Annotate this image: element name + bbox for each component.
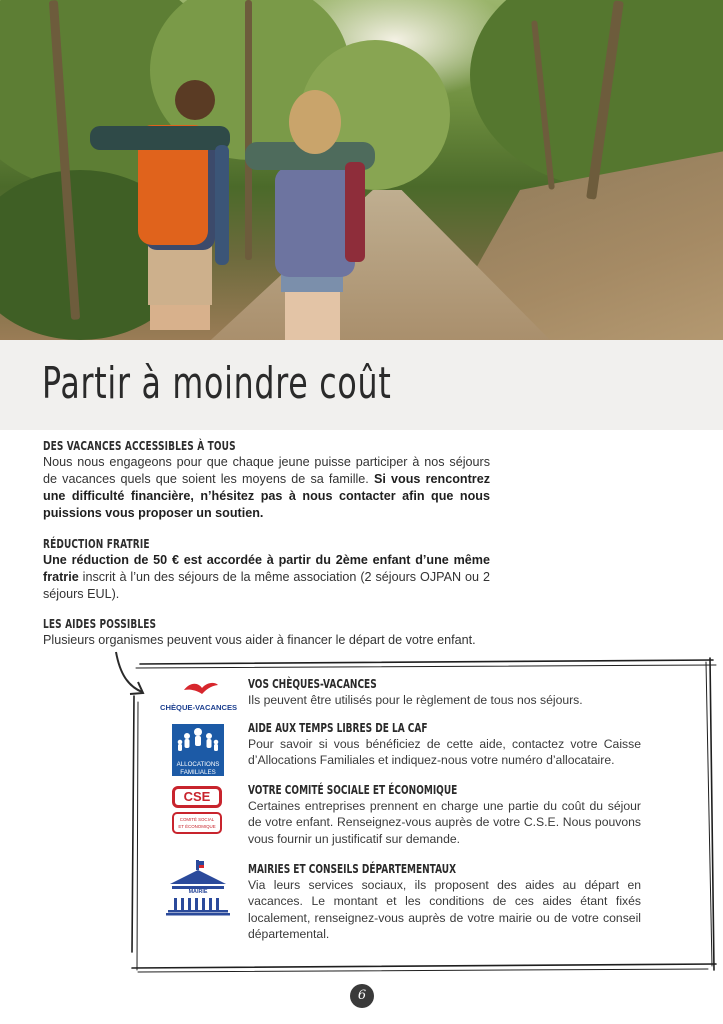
hiker-left-illustration — [90, 70, 260, 340]
logo-text: CHÈQUE-VACANCES — [160, 703, 238, 712]
paragraph-bold-text: Si vous rencontrez une difficulté financière, n’hésitez pas à nous contacter afin que nous puissions vous proposer un soutien. — [43, 472, 490, 520]
logo-text — [172, 761, 224, 777]
aid-item-cse — [248, 781, 641, 847]
paragraph-text: Nous nous engageons pour que chaque jeune puisse participer à nos séjours de vacances quels que soient les moyens de sa famille. — [43, 455, 490, 486]
section-paragraph — [43, 454, 490, 522]
aid-title: MAIRIES ET CONSEILS DÉPARTEMENTAUX — [248, 861, 457, 876]
hiker-right-illustration — [245, 82, 385, 340]
aid-title: VOS CHÈQUES-VACANCES — [248, 676, 377, 691]
logo-subtext-line: ET ÉCONOMIQUE — [178, 824, 216, 829]
aid-item-mairie — [248, 860, 641, 943]
aid-description: Via leurs services sociaux, ils proposent des aides au départ en vacances. Le montant et les conditions de ces aides étant fixés localement, renseignez-vous auprès de votre mairie ou de votre conseil départemental. — [248, 878, 641, 942]
aid-title: AIDE AUX TEMPS LIBRES DE LA CAF — [248, 720, 428, 735]
logo-text: MAIRIE — [188, 889, 208, 895]
aid-description: Pour savoir si vous bénéficiez de cette aide, contactez votre Caisse d’Allocations Familiales et indiquez-nous votre numéro d’allocataire. — [248, 737, 641, 768]
cheque-vacances-logo — [160, 680, 236, 710]
logo-text-line: ALLOCATIONS — [176, 761, 220, 768]
section-sibling-discount — [43, 535, 490, 603]
logo-subtext-line: COMITÉ SOCIAL — [179, 817, 215, 822]
section-possible-aids — [43, 615, 513, 649]
logo-text-line: FAMILIALES — [180, 769, 216, 776]
bird-icon — [160, 680, 236, 698]
aid-item-caf — [248, 719, 641, 769]
aid-description: Ils peuvent être utilisés pour le règlement de tous nos séjours. — [248, 693, 583, 707]
section-paragraph: Plusieurs organismes peuvent vous aider à financer le départ de votre enfant. — [43, 633, 476, 647]
aid-item-cheques-vacances — [248, 675, 641, 708]
family-figures-icon — [172, 724, 224, 756]
cse-logo — [172, 786, 222, 838]
section-heading: DES VACANCES ACCESSIBLES À TOUS — [43, 438, 236, 453]
section-accessible-holidays — [43, 437, 490, 522]
section-heading: LES AIDES POSSIBLES — [43, 616, 157, 631]
section-heading: RÉDUCTION FRATRIE — [43, 536, 150, 551]
paragraph-text: inscrit à l’un des séjours de la même association (2 séjours OJPAN ou 2 séjours EUL). — [43, 570, 490, 601]
paragraph-bold-text: Une réduction de 50 € est accordée à partir du 2ème enfant d’une même fratrie — [43, 553, 490, 584]
logo-subtext — [172, 812, 222, 834]
aid-title: VOTRE COMITÉ SOCIALE ET ÉCONOMIQUE — [248, 782, 458, 797]
logo-text: CSE — [172, 786, 222, 808]
page-title: Partir à moindre coût — [42, 358, 392, 409]
page-number: 6 — [350, 984, 374, 1008]
aid-description: Certaines entreprises prennent en charge une partie du coût du séjour de votre enfant. Renseignez-vous auprès de votre C.S.E. Nous pouvons vous fournir un justificatif sur demande. — [248, 799, 641, 846]
section-paragraph — [43, 552, 490, 603]
mairie-logo — [164, 858, 232, 916]
caf-logo — [172, 724, 224, 776]
hero-photo — [0, 0, 723, 340]
town-hall-icon — [164, 858, 232, 916]
